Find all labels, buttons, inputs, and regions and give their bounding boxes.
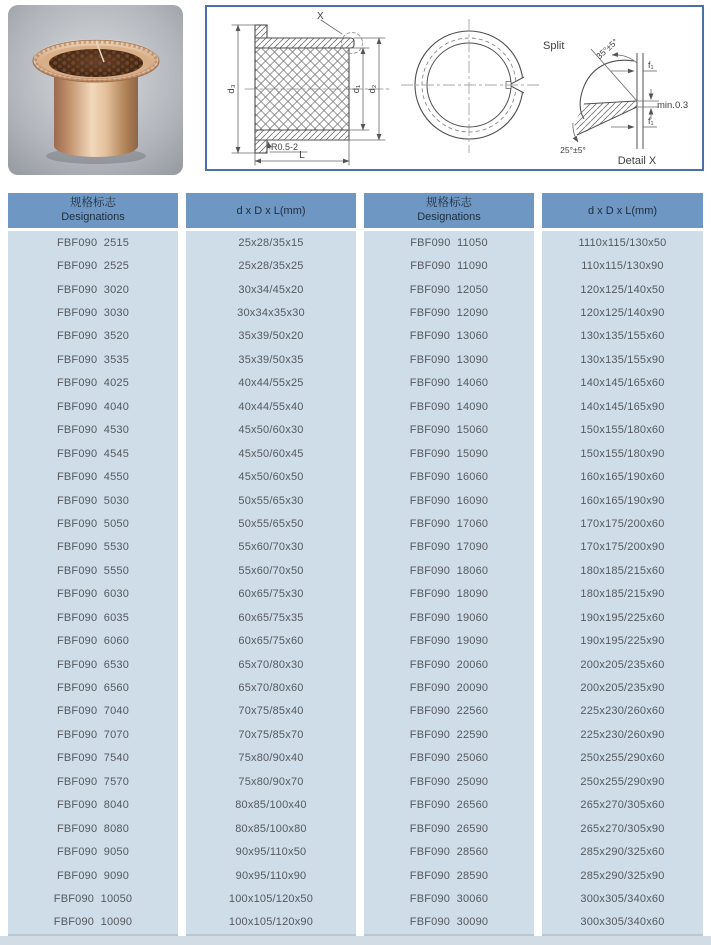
designation-cell: FBF090 16090 xyxy=(409,494,489,507)
dims-cell: 140x145/165x60 xyxy=(580,377,665,390)
designations-column-right xyxy=(364,193,534,936)
designation-cell: FBF090 10090 xyxy=(53,916,133,929)
designation-cell: FBF090 14060 xyxy=(409,377,489,390)
designation-cell: FBF090 3030 xyxy=(56,307,130,320)
dims-cell: 65x70/80x60 xyxy=(238,682,304,695)
min-land-label: min.0.3 xyxy=(657,100,689,111)
dims-cell: 30x34/45x20 xyxy=(238,283,304,296)
dims-cell: 300x305/340x60 xyxy=(580,892,665,905)
designation-cell: FBF090 19060 xyxy=(409,611,489,624)
designation-cell: FBF090 9050 xyxy=(56,846,130,859)
dims-cell: 25x28/35x15 xyxy=(238,236,304,249)
product-photo xyxy=(8,5,183,175)
designation-cell: FBF090 7070 xyxy=(56,728,130,741)
dims-cell: 150x155/180x60 xyxy=(580,424,665,437)
dims-cell: 285x290/325x90 xyxy=(580,869,665,882)
designation-cell: FBF090 15060 xyxy=(409,424,489,437)
f-bottom-label: f₁ xyxy=(648,116,654,126)
bottom-strip xyxy=(0,936,711,945)
designation-cell: FBF090 17060 xyxy=(409,517,489,530)
designation-cell: FBF090 2525 xyxy=(56,260,130,273)
designation-cell: FBF090 5550 xyxy=(56,564,130,577)
designation-cell: FBF090 26590 xyxy=(409,822,489,835)
designation-cell: FBF090 11090 xyxy=(410,260,488,273)
angle-bottom-label: 25°±5° xyxy=(560,145,586,155)
dims-cell: 200x205/235x60 xyxy=(580,658,665,671)
designation-cell: FBF090 18060 xyxy=(409,564,489,577)
designation-cell: FBF090 5030 xyxy=(56,494,130,507)
designation-cell: FBF090 18090 xyxy=(409,588,489,601)
designation-cell: FBF090 6030 xyxy=(56,588,130,601)
designation-cell: FBF090 25060 xyxy=(409,752,489,765)
detail-x-caption: Detail X xyxy=(617,155,657,167)
dims-cell: 35x39/50x35 xyxy=(238,353,304,366)
dims-cell: 190x195/225x90 xyxy=(580,635,665,648)
dims-cell: 250x255/290x60 xyxy=(580,752,665,765)
designation-cell: FBF090 17090 xyxy=(409,541,489,554)
dims-list-right xyxy=(542,231,703,936)
header-designations-en: Designations xyxy=(61,211,125,224)
designation-list-right xyxy=(364,231,534,936)
designation-cell: FBF090 3520 xyxy=(56,330,130,343)
designation-cell: FBF090 11050 xyxy=(410,236,488,249)
header-dims: d x D x L(mm) xyxy=(236,204,306,217)
dims-cell: 300x305/340x60 xyxy=(580,916,665,929)
dims-column-right xyxy=(542,193,703,936)
dims-cell: 285x290/325x60 xyxy=(580,846,665,859)
dims-cell: 225x230/260x90 xyxy=(580,728,665,741)
dim-label-d1: d₁ xyxy=(351,84,362,94)
designation-list-left xyxy=(8,231,178,936)
split-ring-drawing xyxy=(401,19,564,153)
dims-cell: 190x195/225x60 xyxy=(580,611,665,624)
dims-cell: 265x270/305x60 xyxy=(580,799,665,812)
designation-cell: FBF090 5530 xyxy=(56,541,130,554)
dims-cell: 180x185/215x90 xyxy=(580,588,665,601)
dims-cell: 120x125/140x90 xyxy=(580,307,665,320)
designation-cell: FBF090 6560 xyxy=(56,682,130,695)
dims-cell: 55x60/70x50 xyxy=(238,564,304,577)
dims-cell: 90x95/110x90 xyxy=(235,869,307,882)
dim-label-d3: d₃ xyxy=(226,84,237,94)
column-header-designations-left xyxy=(8,193,178,228)
specifications-table xyxy=(8,193,703,936)
column-header-designations-right xyxy=(364,193,534,228)
designation-cell: FBF090 2515 xyxy=(56,236,130,249)
dims-cell: 25x28/35x25 xyxy=(238,260,304,273)
dims-cell: 35x39/50x20 xyxy=(238,330,304,343)
dims-cell: 90x95/110x50 xyxy=(235,846,307,859)
designation-cell: FBF090 12090 xyxy=(409,307,489,320)
dim-label-d2: d₂ xyxy=(367,84,378,94)
designation-cell: FBF090 12050 xyxy=(409,283,489,296)
dims-cell: 70x75/85x40 xyxy=(238,705,304,718)
dim-label-length: L xyxy=(299,150,305,161)
dims-cell: 100x105/120x90 xyxy=(228,916,314,929)
header-designations-zh: 规格标志 xyxy=(426,197,472,210)
f-top-label: f₁ xyxy=(648,60,654,70)
dims-cell: 30x34x35x30 xyxy=(237,307,305,320)
dims-cell: 45x50/60x50 xyxy=(238,471,304,484)
technical-drawing-panel xyxy=(205,5,704,171)
designation-cell: FBF090 15090 xyxy=(409,447,489,460)
dims-cell: 80x85/100x80 xyxy=(235,822,307,835)
designation-cell: FBF090 4550 xyxy=(56,471,130,484)
designation-cell: FBF090 6035 xyxy=(56,611,130,624)
header-designations-zh: 规格标志 xyxy=(70,197,116,210)
designation-cell: FBF090 8040 xyxy=(56,799,130,812)
designation-cell: FBF090 6060 xyxy=(56,635,130,648)
bushing-photo-illustration xyxy=(8,5,183,175)
designation-cell: FBF090 9090 xyxy=(56,869,130,882)
designation-cell: FBF090 3535 xyxy=(56,353,130,366)
cross-section-drawing xyxy=(226,11,389,165)
designation-cell: FBF090 5050 xyxy=(56,517,130,530)
dims-cell: 75x80/90x40 xyxy=(238,752,304,765)
dims-cell: 170x175/200x90 xyxy=(580,541,665,554)
detail-x-callout: X xyxy=(317,11,324,22)
dims-list-left xyxy=(186,231,356,936)
column-header-dims-left xyxy=(186,193,356,228)
dims-cell: 80x85/100x40 xyxy=(235,799,307,812)
designation-cell: FBF090 19090 xyxy=(409,635,489,648)
designation-cell: FBF090 26560 xyxy=(409,799,489,812)
designation-cell: FBF090 16060 xyxy=(409,471,489,484)
designation-cell: FBF090 4530 xyxy=(56,424,130,437)
dims-cell: 265x270/305x90 xyxy=(580,822,665,835)
dims-cell: 1110x115/130x50 xyxy=(578,236,667,249)
designation-cell: FBF090 22560 xyxy=(409,705,489,718)
dims-cell: 200x205/235x90 xyxy=(580,682,665,695)
header-designations-en: Designations xyxy=(417,211,481,224)
designation-cell: FBF090 13090 xyxy=(409,353,489,366)
dims-cell: 150x155/180x90 xyxy=(580,447,665,460)
designation-cell: FBF090 8080 xyxy=(56,822,130,835)
dims-cell: 50x55/65x30 xyxy=(238,494,304,507)
designation-cell: FBF090 30060 xyxy=(409,892,489,905)
designation-cell: FBF090 4545 xyxy=(56,447,130,460)
dims-cell: 250x255/290x90 xyxy=(580,775,665,788)
designation-cell: FBF090 6530 xyxy=(56,658,130,671)
dims-cell: 55x60/70x30 xyxy=(238,541,304,554)
designation-cell: FBF090 14090 xyxy=(409,400,489,413)
dims-cell: 160x165/190x60 xyxy=(580,471,665,484)
dims-cell: 130x135/155x60 xyxy=(580,330,665,343)
dims-cell: 130x135/155x90 xyxy=(580,353,665,366)
dims-column-left xyxy=(186,193,356,936)
dims-cell: 60x65/75x35 xyxy=(238,611,304,624)
dims-cell: 170x175/200x60 xyxy=(580,517,665,530)
detail-x-drawing xyxy=(560,36,688,167)
dims-cell: 100x105/120x50 xyxy=(228,892,314,905)
designation-cell: FBF090 28560 xyxy=(409,846,489,859)
designation-cell: FBF090 4025 xyxy=(56,377,130,390)
split-label: Split xyxy=(543,40,565,52)
designation-cell: FBF090 22590 xyxy=(409,728,489,741)
designation-cell: FBF090 7040 xyxy=(56,705,130,718)
dims-cell: 60x65/75x60 xyxy=(238,635,304,648)
dims-cell: 180x185/215x60 xyxy=(580,564,665,577)
dims-cell: 60x65/75x30 xyxy=(238,588,304,601)
designation-cell: FBF090 10050 xyxy=(53,892,133,905)
dims-cell: 40x44/55x25 xyxy=(238,377,304,390)
designation-cell: FBF090 20060 xyxy=(409,658,489,671)
designation-cell: FBF090 13060 xyxy=(409,330,489,343)
dims-cell: 225x230/260x60 xyxy=(580,705,665,718)
designation-cell: FBF090 4040 xyxy=(56,400,130,413)
designation-cell: FBF090 7570 xyxy=(56,775,130,788)
dims-cell: 40x44/55x40 xyxy=(238,400,304,413)
header-dims: d x D x L(mm) xyxy=(587,204,658,217)
dim-label-radius: R0.5-2 xyxy=(271,142,299,152)
dims-cell: 45x50/60x45 xyxy=(238,447,304,460)
dims-cell: 65x70/80x30 xyxy=(238,658,304,671)
dims-cell: 140x145/165x90 xyxy=(580,400,665,413)
column-header-dims-right xyxy=(542,193,703,228)
designation-cell: FBF090 7540 xyxy=(56,752,130,765)
designation-cell: FBF090 25090 xyxy=(409,775,489,788)
dims-cell: 120x125/140x50 xyxy=(580,283,665,296)
dims-cell: 50x55/65x50 xyxy=(238,517,304,530)
dims-cell: 160x165/190x90 xyxy=(580,494,665,507)
dims-cell: 75x80/90x70 xyxy=(238,775,304,788)
dims-cell: 70x75/85x70 xyxy=(238,728,304,741)
dims-cell: 110x115/130x90 xyxy=(581,260,664,273)
technical-drawing xyxy=(207,7,702,169)
designation-cell: FBF090 28590 xyxy=(409,869,489,882)
designation-cell: FBF090 20090 xyxy=(409,682,489,695)
designation-cell: FBF090 30090 xyxy=(409,916,489,929)
dims-cell: 45x50/60x30 xyxy=(238,424,304,437)
designations-column-left xyxy=(8,193,178,936)
angle-top-label: 35°±5° xyxy=(594,36,620,62)
designation-cell: FBF090 3020 xyxy=(56,283,130,296)
